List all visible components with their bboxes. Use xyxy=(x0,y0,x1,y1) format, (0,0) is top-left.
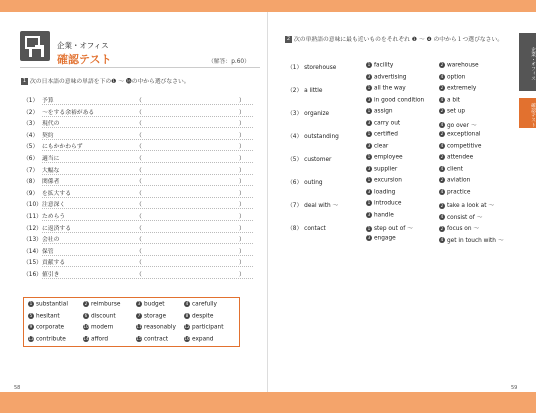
dotted-guide xyxy=(42,127,253,128)
answer-option xyxy=(439,235,504,244)
answer-paren-open: （ xyxy=(136,248,142,255)
answer-option xyxy=(439,131,481,138)
option-text: competitive xyxy=(447,143,482,149)
option-text: handle xyxy=(374,212,394,218)
answer-paren-open: （ xyxy=(136,225,142,232)
test-title: 確認テスト xyxy=(57,53,112,66)
question-number: （3） xyxy=(287,111,303,117)
dotted-guide xyxy=(42,255,253,256)
question-word: contact xyxy=(304,226,326,232)
choice-number-badge: 15 xyxy=(136,335,142,341)
answer-option xyxy=(366,177,402,184)
dotted-guide xyxy=(42,174,253,175)
answer-paren-open: （ xyxy=(136,202,142,209)
question-number: （4） xyxy=(287,134,303,140)
option-text: clear xyxy=(374,143,389,149)
word-choice xyxy=(28,324,64,331)
choice-number-badge: 6 xyxy=(84,312,88,318)
choice-number-badge: 2 xyxy=(84,301,88,306)
option-number-badge: 3 xyxy=(367,188,371,194)
question-text: にもかかわらず xyxy=(42,144,83,151)
question-number: （5） xyxy=(23,144,39,151)
question-text: ～をする余裕がある xyxy=(42,109,95,116)
answer-paren-open: （ xyxy=(136,132,142,139)
dotted-guide xyxy=(42,116,253,117)
choice-number-badge: 3 xyxy=(137,301,141,306)
option-number-badge: 1 xyxy=(367,225,371,231)
question-word: outstanding xyxy=(304,134,339,140)
side-tab-test: 確認テスト xyxy=(519,98,536,128)
option-text: go over ～ xyxy=(447,122,477,129)
answer-option xyxy=(366,62,393,69)
option-number-badge: 2 xyxy=(440,62,444,67)
choice-word: substantial xyxy=(36,301,68,308)
question-number: （13） xyxy=(23,237,42,244)
answer-paren-close: ） xyxy=(239,260,245,267)
word-choice xyxy=(136,324,176,331)
choice-number-badge: 7 xyxy=(137,312,141,318)
option-text: facility xyxy=(374,62,394,69)
answer-option xyxy=(439,108,465,115)
answer-option xyxy=(439,189,470,196)
dotted-guide xyxy=(42,162,253,163)
side-tab-section: 企業・オフィス xyxy=(519,33,536,91)
word-choice xyxy=(136,301,165,308)
answer-paren-close: ） xyxy=(239,121,245,128)
word-choice xyxy=(136,313,166,320)
option-number-badge: 3 xyxy=(367,234,371,240)
question-number: （15） xyxy=(23,260,42,267)
option-number-badge: 3 xyxy=(367,73,371,79)
question-row xyxy=(23,118,253,129)
question-word: outing xyxy=(304,180,323,186)
vocab-question xyxy=(287,131,339,140)
left-page-number: 58 xyxy=(14,385,21,391)
question-word: deal with ～ xyxy=(304,203,339,209)
question-row xyxy=(23,188,253,199)
answer-paren-close: ） xyxy=(239,98,245,104)
question-text: 保管 xyxy=(42,248,54,255)
dotted-guide xyxy=(42,232,253,233)
option-number-badge: 4 xyxy=(440,142,444,148)
option-number-badge: 3 xyxy=(367,119,371,125)
dotted-guide xyxy=(42,185,253,186)
answer-option xyxy=(366,200,401,207)
question-row xyxy=(23,141,253,152)
page-gutter xyxy=(267,12,268,392)
office-icon xyxy=(20,31,50,61)
option-text: excursion xyxy=(374,177,402,184)
option-text: employee xyxy=(374,154,403,161)
answer-paren-close: ） xyxy=(239,237,245,244)
option-text: loading xyxy=(374,189,396,195)
answer-option xyxy=(439,74,465,81)
question-row xyxy=(23,165,253,176)
answer-paren-close: ） xyxy=(239,202,245,209)
dotted-guide xyxy=(42,139,253,140)
question-text: 予算 xyxy=(42,98,54,104)
vocab-question xyxy=(287,108,329,117)
choice-number-badge: 1 xyxy=(29,301,33,306)
option-number-badge: 1 xyxy=(367,177,371,182)
answer-paren-close: ） xyxy=(239,167,245,174)
answer-paren-open: （ xyxy=(136,179,142,186)
option-number-badge: 2 xyxy=(440,108,444,113)
answer-paren-close: ） xyxy=(239,190,245,197)
question-text: 会社の xyxy=(42,237,60,244)
answer-option xyxy=(439,166,463,173)
option-number-badge: 2 xyxy=(440,177,444,182)
top-color-bar xyxy=(0,0,536,12)
instruction-text: 次の日本語の意味の単語を下の❶ 〜 ⓰の中から選びなさい。 xyxy=(30,79,190,85)
choice-number-badge: 9 xyxy=(29,324,33,329)
question-text: に返済する xyxy=(42,225,71,232)
question-number: （7） xyxy=(287,203,303,209)
option-number-badge: 4 xyxy=(440,214,444,219)
word-choice xyxy=(136,336,168,343)
choice-word: contract xyxy=(144,336,169,342)
answer-paren-open: （ xyxy=(136,144,142,151)
question-text: 貢献する xyxy=(42,260,66,267)
option-number-badge: 1 xyxy=(367,62,371,67)
vocab-question xyxy=(287,200,338,209)
answer-paren-open: （ xyxy=(136,167,142,174)
option-number-badge: 4 xyxy=(440,237,444,242)
choice-number-badge: 16 xyxy=(184,335,190,341)
option-text: step out of ～ xyxy=(374,226,413,232)
answer-option xyxy=(439,120,477,129)
answer-paren-close: ） xyxy=(239,156,245,162)
option-text: warehouse xyxy=(447,62,479,69)
question-text: 適当に xyxy=(42,156,60,162)
option-number-badge: 4 xyxy=(440,96,444,102)
question-number: （8） xyxy=(23,179,39,186)
option-text: supplier xyxy=(374,166,398,172)
option-number-badge: 2 xyxy=(440,85,444,90)
question-row xyxy=(23,153,253,164)
option-number-badge: 4 xyxy=(440,73,444,79)
choice-word: budget xyxy=(144,301,165,308)
answer-paren-close: ） xyxy=(239,272,245,278)
option-text: practice xyxy=(447,189,471,195)
option-text: client xyxy=(447,166,463,172)
vocab-question xyxy=(287,62,336,71)
answer-paren-open: （ xyxy=(136,98,142,104)
answer-option xyxy=(439,62,479,69)
option-text: consist of ～ xyxy=(447,214,483,221)
option-number-badge: 1 xyxy=(367,108,371,113)
option-text: in good condition xyxy=(374,97,425,103)
question-number: （6） xyxy=(287,180,303,186)
word-choice xyxy=(184,324,223,331)
answer-option xyxy=(366,223,413,232)
choice-word: afford xyxy=(91,336,109,342)
dotted-guide xyxy=(42,220,253,221)
answer-option xyxy=(366,97,424,104)
question-text: 注意深く xyxy=(42,202,66,209)
word-choice xyxy=(184,301,217,308)
answer-paren-open: （ xyxy=(136,156,142,162)
answer-option xyxy=(366,143,388,150)
question-number: （11） xyxy=(23,214,42,220)
option-number-badge: 1 xyxy=(367,85,371,90)
question-number: （16） xyxy=(23,272,42,278)
question-row xyxy=(23,176,253,187)
answer-option xyxy=(439,143,481,150)
word-choice xyxy=(83,313,116,320)
question-text: 関係者 xyxy=(42,179,60,186)
choice-word: carefully xyxy=(192,301,217,308)
question-row xyxy=(23,95,253,106)
question-number: （3） xyxy=(23,121,39,128)
answer-option xyxy=(439,97,460,104)
answer-option xyxy=(439,200,494,209)
option-number-badge: 4 xyxy=(440,188,444,194)
vocab-question xyxy=(287,85,322,94)
answer-paren-open: （ xyxy=(136,190,142,197)
answer-option xyxy=(366,131,398,138)
answer-paren-close: ） xyxy=(239,144,245,151)
question-number: （1） xyxy=(287,65,303,71)
question-text: 大幅な xyxy=(42,167,60,174)
option-text: attendee xyxy=(447,154,474,161)
choice-number-badge: 8 xyxy=(185,312,189,318)
choice-word: participant xyxy=(192,324,224,331)
question-row xyxy=(23,107,253,118)
question-number: （6） xyxy=(23,156,39,162)
option-number-badge: 3 xyxy=(367,142,371,148)
option-number-badge: 1 xyxy=(367,200,371,205)
answer-option xyxy=(366,74,406,81)
word-choice xyxy=(184,336,213,343)
option-number-badge: 2 xyxy=(440,202,444,208)
dotted-guide xyxy=(42,278,253,279)
question-row xyxy=(23,269,253,280)
dotted-guide xyxy=(42,150,253,151)
question-number: （12） xyxy=(23,225,42,232)
instruction-number-badge: 2 xyxy=(286,36,291,42)
answer-option xyxy=(366,108,393,115)
answer-option xyxy=(366,85,406,92)
question-text: 現代の xyxy=(42,121,60,128)
question-row xyxy=(23,211,253,222)
choice-number-badge: 4 xyxy=(185,301,189,306)
option-text: set up xyxy=(447,108,466,115)
question-text: を拡大する xyxy=(42,190,71,197)
option-text: extremely xyxy=(447,85,477,92)
word-choice-box xyxy=(23,297,240,347)
question-number: （14） xyxy=(23,248,42,255)
option-number-badge: 3 xyxy=(367,165,371,171)
choice-number-badge: 10 xyxy=(83,324,89,329)
answer-paren-open: （ xyxy=(136,260,142,267)
word-choice xyxy=(28,301,68,308)
answer-option xyxy=(366,235,396,242)
answer-paren-open: （ xyxy=(136,214,142,220)
question-row xyxy=(23,257,253,268)
option-number-badge: 2 xyxy=(440,154,444,159)
answer-option xyxy=(366,120,400,127)
choice-word: reimburse xyxy=(91,301,121,308)
choice-word: expand xyxy=(192,336,214,342)
choice-number-badge: 14 xyxy=(83,335,89,341)
answer-option xyxy=(366,154,403,161)
question-text: ためらう xyxy=(42,214,66,220)
word-choice xyxy=(28,336,66,343)
choice-word: corporate xyxy=(36,324,65,331)
question-number: （5） xyxy=(287,157,303,163)
question-row xyxy=(23,199,253,210)
question-row xyxy=(23,234,253,245)
option-number-badge: 1 xyxy=(367,131,371,136)
question-number: （1） xyxy=(23,98,39,104)
answer-paren-open: （ xyxy=(136,237,142,244)
option-text: carry out xyxy=(374,120,401,126)
option-number-badge: 2 xyxy=(440,131,444,136)
word-choice xyxy=(83,336,108,343)
question-row xyxy=(23,223,253,234)
option-text: assign xyxy=(374,108,393,115)
option-number-badge: 4 xyxy=(440,165,444,171)
vocab-question xyxy=(287,154,331,163)
answer-paren-close: ） xyxy=(239,225,245,232)
option-number-badge: 2 xyxy=(440,225,444,231)
answer-paren-close: ） xyxy=(239,214,245,220)
answer-paren-close: ） xyxy=(239,109,245,116)
answer-option xyxy=(439,177,470,184)
right-page-number: 59 xyxy=(511,385,518,391)
answer-option xyxy=(439,85,476,92)
option-text: all the way xyxy=(374,85,406,92)
word-choice xyxy=(28,313,60,320)
option-number-badge: 1 xyxy=(367,154,371,159)
dotted-guide xyxy=(42,243,253,244)
question-number: （7） xyxy=(23,167,39,174)
dotted-guide xyxy=(42,104,253,105)
choice-number-badge: 11 xyxy=(136,324,142,329)
question-number: （8） xyxy=(287,226,303,232)
answer-option xyxy=(439,223,479,232)
option-text: a bit xyxy=(447,97,460,103)
option-text: advertising xyxy=(374,74,407,80)
option-text: aviation xyxy=(447,177,471,184)
choice-word: reasonably xyxy=(144,324,176,331)
bottom-color-bar xyxy=(0,392,536,413)
choice-number-badge: 13 xyxy=(28,335,34,341)
option-text: engage xyxy=(374,235,396,241)
option-text: get in touch with ～ xyxy=(447,237,504,244)
question-number: （4） xyxy=(23,132,39,139)
question-row xyxy=(23,246,253,257)
question-number: （2） xyxy=(287,88,303,94)
question-word: a little xyxy=(304,88,323,94)
option-number-badge: 3 xyxy=(367,96,371,102)
option-text: introduce xyxy=(374,200,402,207)
answer-option xyxy=(439,154,473,161)
right-instruction xyxy=(285,34,503,43)
question-text: 値引き xyxy=(42,272,60,278)
question-text: 契約 xyxy=(42,132,54,139)
choice-word: contribute xyxy=(36,336,66,342)
instruction-text: 次の単熟語の意味に最も近いものをそれぞれ ❶ 〜 ❹ の中から１つ選びなさい。 xyxy=(294,37,504,43)
option-number-badge: 3 xyxy=(367,211,371,217)
question-word: organize xyxy=(304,111,330,117)
option-text: certified xyxy=(374,131,398,138)
answer-paren-close: ） xyxy=(239,179,245,186)
answer-paren-close: ） xyxy=(239,248,245,255)
question-word: storehouse xyxy=(304,65,337,71)
option-text: focus on ～ xyxy=(447,226,480,232)
choice-word: discount xyxy=(91,313,116,319)
choice-word: hesitant xyxy=(36,313,60,319)
answer-paren-close: ） xyxy=(239,132,245,139)
question-row xyxy=(23,130,253,141)
left-instruction xyxy=(21,76,190,85)
section-title: 企業・オフィス xyxy=(57,41,109,50)
vocab-question xyxy=(287,223,326,232)
option-text: exceptional xyxy=(447,131,481,138)
question-number: （2） xyxy=(23,109,39,116)
title-rule xyxy=(20,67,260,68)
choice-number-badge: 12 xyxy=(184,324,190,329)
question-number: （10） xyxy=(23,202,42,209)
option-text: option xyxy=(447,74,466,80)
choice-number-badge: 5 xyxy=(29,312,33,318)
question-number: （9） xyxy=(23,190,39,197)
dotted-guide xyxy=(42,197,253,198)
word-choice xyxy=(83,324,113,331)
option-text: take a look at ～ xyxy=(447,203,495,209)
answer-paren-open: （ xyxy=(136,121,142,128)
answer-option xyxy=(366,189,395,196)
answer-reference: （解答：p.60） xyxy=(208,59,250,65)
word-choice xyxy=(184,313,213,320)
choice-word: modern xyxy=(91,324,114,331)
word-choice xyxy=(83,301,120,308)
instruction-number-badge: 1 xyxy=(22,78,27,84)
answer-option xyxy=(366,166,397,173)
dotted-guide xyxy=(42,266,253,267)
answer-option xyxy=(439,212,482,221)
answer-paren-open: （ xyxy=(136,109,142,116)
dotted-guide xyxy=(42,208,253,209)
option-number-badge: 4 xyxy=(440,122,444,127)
choice-word: despite xyxy=(192,313,214,319)
answer-option xyxy=(366,212,394,219)
answer-paren-open: （ xyxy=(136,272,142,278)
question-word: customer xyxy=(304,157,332,163)
choice-word: storage xyxy=(144,313,167,319)
vocab-question xyxy=(287,177,323,186)
